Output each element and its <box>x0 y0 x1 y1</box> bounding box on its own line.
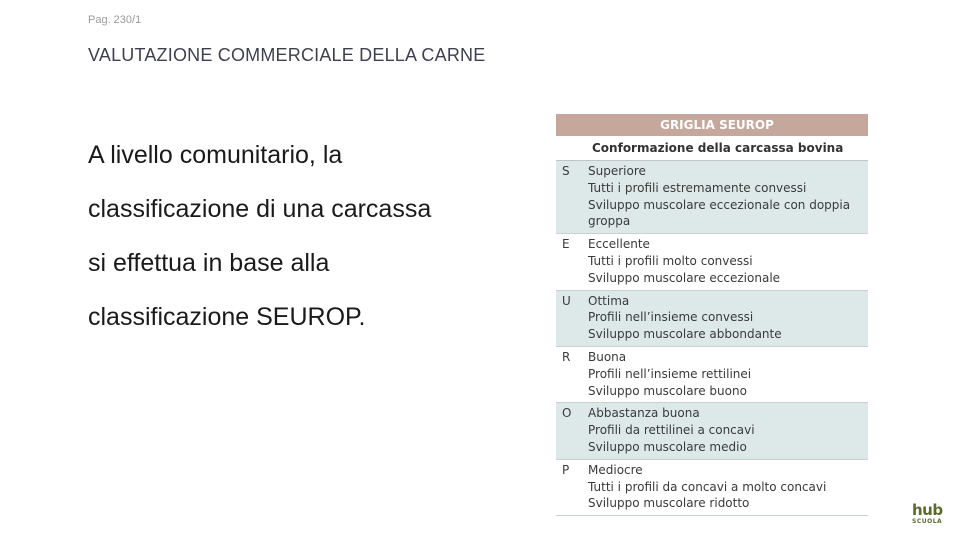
grid-row-s <box>556 161 868 234</box>
grid-description <box>588 163 868 230</box>
hub-scuola-logo <box>912 503 948 529</box>
body-line: si effettua in base alla <box>88 249 330 277</box>
grid-line: Profili da rettilinei a concavi <box>588 423 755 438</box>
grid-line: Profili nell’insieme convessi <box>588 310 754 325</box>
grid-line: Ottima <box>588 293 630 308</box>
grid-line: Sviluppo muscolare abbondante <box>588 327 782 342</box>
grid-description <box>588 405 868 455</box>
grid-line: Profili nell’insieme rettilinei <box>588 366 752 381</box>
grid-row-e <box>556 234 868 290</box>
grid-row-o <box>556 403 868 459</box>
body-paragraph <box>88 128 518 344</box>
grid-line: Abbastanza buona <box>588 406 700 421</box>
grid-row-r <box>556 347 868 403</box>
grid-header: GRIGLIA SEUROP <box>556 114 868 136</box>
grid-line: Mediocre <box>588 462 643 477</box>
grid-line: Sviluppo muscolare eccezionale <box>588 270 781 285</box>
grid-line: Tutti i profili da concavi a molto concavi <box>588 479 827 494</box>
slide-title: VALUTAZIONE COMMERCIALE DELLA CARNE <box>88 45 486 65</box>
grid-line: Eccellente <box>588 237 650 252</box>
grid-line: Sviluppo muscolare buono <box>588 383 747 398</box>
grid-description <box>588 293 868 343</box>
grid-line: Sviluppo muscolare medio <box>588 439 747 454</box>
body-line: classificazione SEUROP. <box>88 303 366 331</box>
grid-line: Sviluppo muscolare eccezionale con doppia <box>588 197 851 212</box>
grid-description <box>588 236 868 286</box>
grid-letter: P <box>562 462 570 477</box>
grid-line: Buona <box>588 349 627 364</box>
logo-subtext: SCUOLA <box>912 518 943 525</box>
body-line: classificazione di una carcassa <box>88 195 432 223</box>
seurop-grid-table <box>556 114 868 516</box>
grid-row-p <box>556 460 868 516</box>
logo-mark: hub <box>912 501 943 519</box>
grid-line: Tutti i profili molto convessi <box>588 253 753 268</box>
page-reference: Pag. 230/1 <box>88 14 142 26</box>
grid-letter: R <box>562 349 571 364</box>
grid-description <box>588 349 868 399</box>
grid-letter: S <box>562 164 570 178</box>
grid-line: groppa <box>588 214 631 229</box>
body-line: A livello comunitario, la <box>88 141 343 169</box>
grid-subheader: Conformazione della carcassa bovina <box>556 136 868 161</box>
grid-letter: E <box>562 237 570 252</box>
grid-line: Tutti i profili estremamente convessi <box>588 180 807 195</box>
grid-letter: O <box>562 406 572 421</box>
grid-description <box>588 462 868 512</box>
grid-row-u <box>556 291 868 347</box>
grid-line: Superiore <box>588 164 646 178</box>
grid-line: Sviluppo muscolare ridotto <box>588 496 750 511</box>
grid-letter: U <box>562 293 571 308</box>
